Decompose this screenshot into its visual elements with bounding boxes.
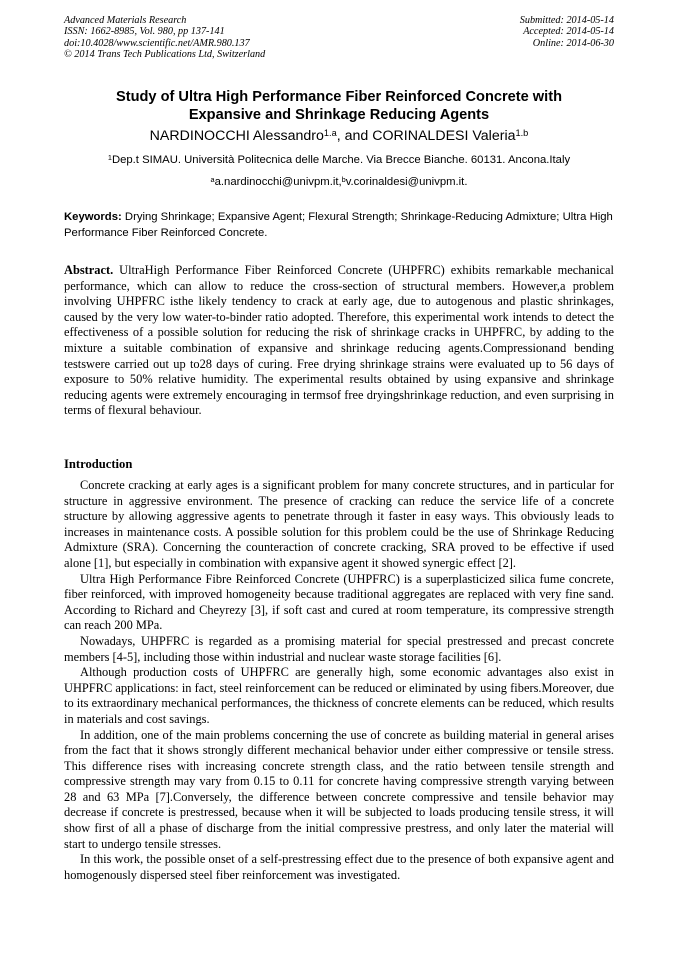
journal-info: [64, 15, 265, 61]
online-date: Online: 2014-06-30: [532, 37, 614, 49]
affiliation-text: Dep.t SIMAU. Università Politecnica delle Marche. Via Brecce Bianche. 60131. Ancona.Italy: [111, 154, 571, 166]
paper-title: [40, 88, 638, 124]
abstract: [64, 263, 614, 419]
keywords-text: Drying Shrinkage; Expansive Agent; Flexural Strength; Shrinkage-Reducing Admixture; Ultra High Performance Fiber Reinforced Concrete.: [64, 211, 613, 239]
abstract-label: Abstract.: [64, 263, 114, 277]
paragraph: In addition, one of the main problems concerning the use of concrete as building material in general arises from the fact that it shows strongly different mechanical behavior under either compressive or tensile stress. This difference rises with increasing concrete strength class, and the ratio between tensile strength and compressive strength may vary from 0.15 to 0.11 for concrete having compressive strength varying between 28 and 63 MPa [7].Conversely, the difference between concrete compressive and tensile behavior may decrease if concrete is prestressed, because when it will be subjected to loads producing tensile stress, it will show first of all a phase of discharge from the initial compressive prestress, and only later the material will start to undergo tensile stresses.: [64, 727, 614, 851]
section-heading-introduction: Introduction: [64, 457, 133, 471]
journal-issn: ISSN: 1662-8985, Vol. 980, pp 137-141: [64, 26, 225, 38]
author-1-affil-mark: 1.a: [323, 128, 337, 139]
affiliation: [40, 153, 638, 167]
author-2: CORINALDESI Valeria: [372, 128, 516, 144]
title-line-2: Expansive and Shrinkage Reducing Agents: [188, 107, 490, 123]
publication-dates: [520, 15, 614, 49]
author-separator: , and: [336, 128, 373, 144]
email-a[interactable]: a.nardinocchi@univpm.it,: [214, 176, 342, 188]
paragraph: In this work, the possible onset of a self-prestressing effect due to the presence of both expansive agent and homogenously dispersed steel fiber reinforcement was investigated.: [64, 852, 614, 882]
paragraph: Nowadays, UHPFRC is regarded as a promising material for special prestressed and precast concrete members [4-5], including those within industrial and nuclear waste storage facilities [6].: [64, 633, 614, 664]
email-b-mark: b: [341, 175, 346, 185]
journal-name: Advanced Materials Research: [64, 15, 187, 26]
author-list: [40, 127, 638, 145]
journal-doi[interactable]: doi:10.4028/www.scientific.net/AMR.980.137: [64, 37, 250, 49]
email-b[interactable]: v.corinaldesi@univpm.it.: [345, 176, 468, 188]
email-a-mark: a: [210, 175, 215, 185]
paragraph: Although production costs of UHPFRC are generally high, some economic advantages also exist in UHPFRC applications: in fact, steel reinforcement can be reduced or eliminated by using fibers.Moreover, due to its extraordinary mechanical performances, the thickness of concrete elements can be reduced, which results in materials and cost savings.: [64, 665, 614, 726]
introduction-body: [64, 478, 614, 883]
keywords-label: Keywords:: [64, 211, 122, 223]
paragraph: Ultra High Performance Fibre Reinforced Concrete (UHPFRC) is a superplasticized silica fume concrete, fiber reinforced, with improved homogeneity because traditional aggregates are replaced with very fine sand. According to Richard and Cheyrezy [3], if soft cast and cured at room temperature, its compressive strength can reach 200 MPa.: [64, 571, 614, 633]
keywords: [64, 210, 616, 242]
submitted-date: Submitted: 2014-05-14: [519, 15, 614, 26]
paragraph: Concrete cracking at early ages is a significant problem for many concrete structures, and in particular for structure in aggressive environment. The presence of cracking can reduce the service life of a concrete structure by allowing aggressive agents to penetrate through it faster in easy ways. This obviously leads to increases in maintenance costs. A possible solution for this problem could be the use of Shrinkage Reducing Admixture (SRA). Concerning the counteraction of concrete cracking, SRA proved to be effective if used alone [1], but especially in combination with expansive agent it showed synergic effect [2].: [64, 478, 614, 570]
author-1: NARDINOCCHI Alessandro: [149, 128, 324, 144]
author-emails: [40, 175, 638, 189]
journal-copyright: © 2014 Trans Tech Publications Ltd, Switzerland: [64, 49, 266, 61]
accepted-date: Accepted: 2014-05-14: [523, 26, 614, 38]
affiliation-mark: 1: [107, 153, 112, 163]
abstract-text: UltraHigh Performance Fiber Reinforced Concrete (UHPFRC) exhibits remarkable mechanical performance, which can allow to reduce the cross-section of structural members. However,a problem involving UHPFRC isthe likely tendency to crack at early age, due to autogenous and plastic shrinkages, caused by the very low water-to-binder ratio adopted. Therefore, this experimental work intends to detect the effectiveness of a possible solution for reducing the risk of shrinkage cracks in UHPFRC, by adding to the mixture a suitable combination of expansive and shrinkage reducing agents.Compressionand bending testswere carried out up to28 days of curing. Free drying shrinkage strains were evaluated up to 56 days of exposure to 50% relative humidity. The experimental results obtained by using expansive and shrinkage reducing agents were extremely encouraging in termsof free dryingshrinkage reduction, and even surprising in terms of flexural behaviour.: [64, 263, 614, 418]
author-2-affil-mark: 1.b: [515, 128, 529, 139]
title-line-1: Study of Ultra High Performance Fiber Reinforced Concrete with: [116, 89, 562, 105]
